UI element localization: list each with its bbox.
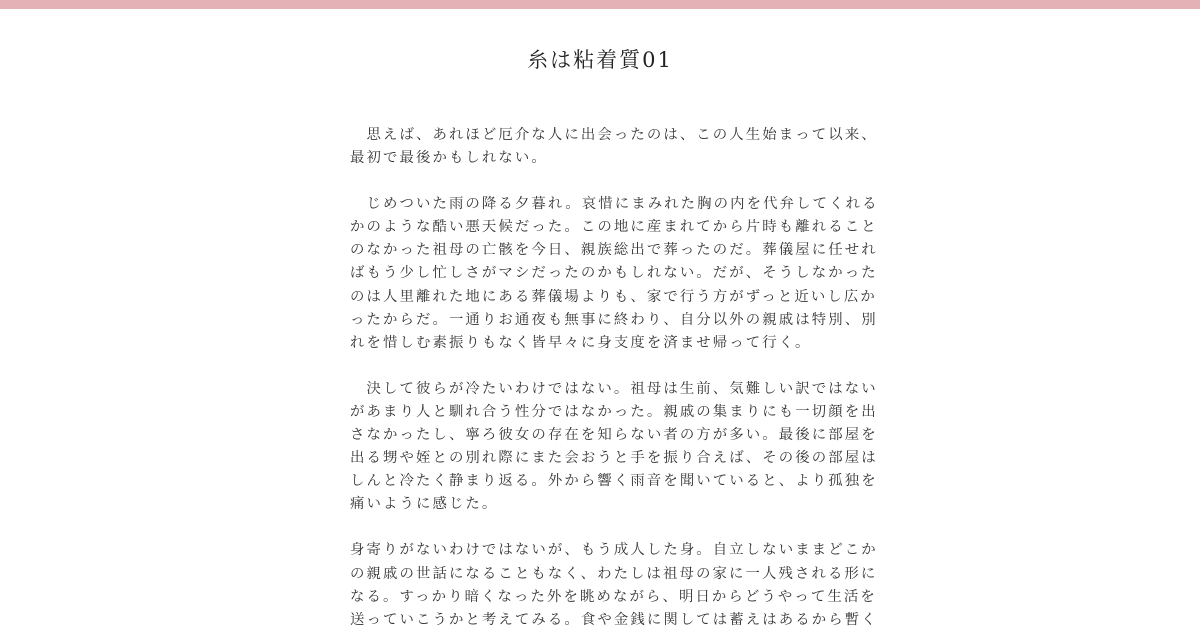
page-title: 糸は粘着質01 bbox=[527, 48, 673, 72]
paragraph bbox=[350, 378, 878, 517]
text-line: じめついた雨の降る夕暮れ。哀惜にまみれた胸の内を代弁してくれる bbox=[350, 196, 879, 213]
paragraph bbox=[350, 539, 878, 631]
text-line: れを惜しむ素振りもなく皆早々に身支度を済ませ帰って行く。 bbox=[350, 334, 812, 351]
text-line: なる。すっかり暗くなった外を眺めながら、明日からどうやって生活を bbox=[350, 588, 877, 605]
text-line: 痛いように感じた。 bbox=[350, 496, 499, 513]
text-line: 決して彼らが冷たいわけではない。祖母は生前、気難しい訳ではない bbox=[350, 380, 878, 397]
text-line: しんと冷たく静まり返る。外から響く雨音を聞いていると、より孤独を bbox=[350, 473, 878, 490]
story-body bbox=[350, 124, 879, 632]
top-accent-bar bbox=[0, 0, 1200, 9]
paragraph bbox=[350, 193, 879, 355]
text-line: の親戚の世話になることもなく、わたしは祖母の家に一人残される形に bbox=[350, 565, 878, 582]
text-line: ばもう少し忙しさがマシだったのかもしれない。だが、そうしなかった bbox=[350, 265, 878, 282]
text-line: のなかった祖母の亡骸を今日、親族総出で葬ったのだ。葬儀屋に任せれ bbox=[350, 242, 878, 259]
paragraph bbox=[350, 124, 878, 170]
text-line: 身寄りがないわけではないが、もう成人した身。自立しないままどこか bbox=[350, 542, 878, 559]
text-line: 送っていこうかと考えてみる。食や金銭に関しては蓄えはあるから暫く bbox=[350, 611, 878, 628]
text-line: ったからだ。一通りお通夜も無事に終わり、自分以外の親戚は特別、別 bbox=[350, 311, 878, 328]
text-line: 出る甥や姪との別れ際にまた会おうと手を振り合えば、その後の部屋は bbox=[350, 450, 878, 467]
text-line: 思えば、あれほど厄介な人に出会ったのは、この人生始まって以来、 bbox=[350, 127, 878, 143]
text-line: かのような酷い悪天候だった。この地に産まれてから片時も離れること bbox=[350, 219, 878, 236]
text-line: のは人里離れた地にある葬儀場よりも、家で行う方がずっと近いし広か bbox=[350, 288, 877, 305]
paragraph-gap bbox=[350, 516, 852, 539]
text-line: 最初で最後かもしれない。 bbox=[350, 150, 548, 167]
paragraph-gap bbox=[350, 170, 852, 193]
text-line: さなかったし、寧ろ彼女の存在を知らない者の方が多い。最後に部屋を bbox=[350, 427, 878, 444]
text-line: があまり人と馴れ合う性分ではなかった。親戚の集まりにも一切顔を出 bbox=[350, 403, 878, 420]
paragraph-gap bbox=[350, 355, 852, 378]
